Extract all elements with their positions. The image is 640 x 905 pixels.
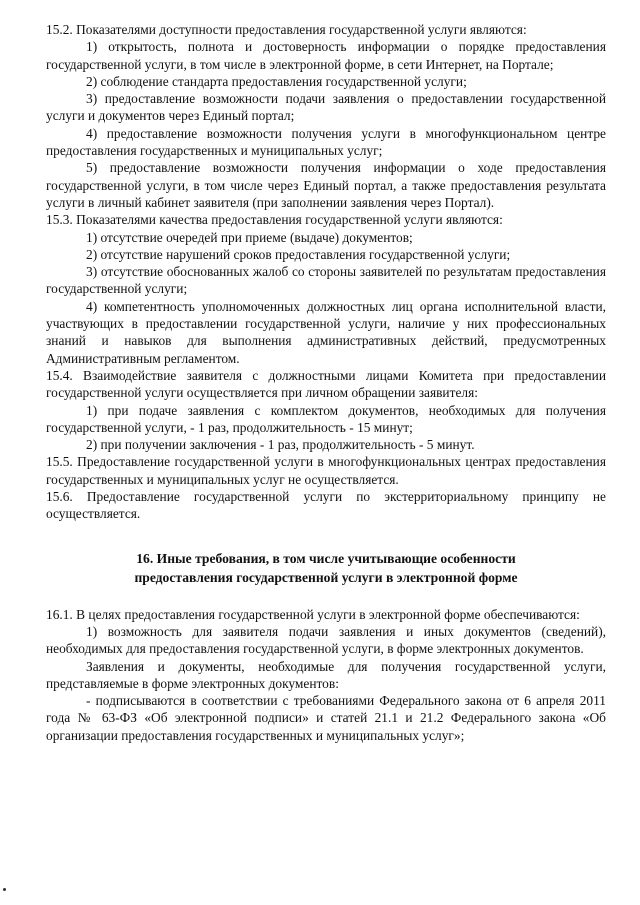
paragraph: 4) компетентность уполномоченных должностных лиц органа исполнительной власти, участвующих в предоставлении государственной услуги, наличие у них профессиональных знаний и навыков для выполнения административных действий, предусмотренных Административным регламентом. xyxy=(46,298,606,366)
paragraph: 4) предоставление возможности получения услуги в многофункциональном центре предоставления государственных и муниципальных услуг; xyxy=(46,125,606,159)
paragraph: 2) соблюдение стандарта предоставления государственной услуги; xyxy=(86,73,467,89)
section-15-text xyxy=(46,21,606,523)
scan-speck xyxy=(3,888,6,891)
paragraph: 1) отсутствие очередей при приеме (выдаче) документов; xyxy=(86,229,413,245)
paragraph: 15.3. Показателями качества предоставления государственной услуги являются: xyxy=(46,212,503,228)
paragraph: 2) при получении заключения - 1 раз, продолжительность - 5 минут. xyxy=(86,437,475,453)
paragraph: 16.1. В целях предоставления государственной услуги в электронной форме обеспечиваются: xyxy=(46,606,580,622)
paragraph: 3) предоставление возможности подачи заявления о предоставлении государственной услуги и документов через Единый портал; xyxy=(46,91,606,124)
paragraph: 3) отсутствие обоснованных жалоб со стороны заявителей по результатам предоставления государственной услуги; xyxy=(46,264,606,297)
paragraph: 15.4. Взаимодействие заявителя с должностными лицами Комитета при предоставлении государственной услуги осуществляется при личном обращении заявителя: xyxy=(46,367,606,401)
heading-line-2: предоставления государственной услуги в электронной форме xyxy=(134,569,518,585)
paragraph: 1) возможность для заявителя подачи заявления и иных документов (сведений), необходимых для предоставления государственной услуги, в форме электронных документов. xyxy=(46,623,606,657)
paragraph: 15.2. Показателями доступности предоставления государственной услуги являются: xyxy=(46,22,527,37)
paragraph: - подписываются в соответствии с требованиями Федерального закона от 6 апреля 2011 года № 63-ФЗ «Об электронной подписи» и статей 21.1 и 21.2 Федерального закона «Об организации предоставления государственных и муниципальных услуг»; xyxy=(46,693,606,743)
paragraph: 15.6. Предоставление государственной услуги по экстерриториальному принципу не осуществляется. xyxy=(46,489,606,522)
heading-line-1: 16. Иные требования, в том числе учитывающие особенности xyxy=(136,550,516,566)
paragraph: 1) открытость, полнота и достоверность информации о порядке предоставления государственной услуги, в том числе в электронной форме, в сети Интернет, на Портале; xyxy=(46,39,606,72)
paragraph: 1) при подаче заявления с комплектом документов, необходимых для получения государственной услуги, - 1 раз, продолжительность - 15 минут; xyxy=(46,402,606,435)
paragraph: 2) отсутствие нарушений сроков предоставления государственной услуги; xyxy=(86,246,511,262)
section-16-text xyxy=(46,606,606,744)
section-16-heading xyxy=(46,549,606,587)
paragraph: Заявления и документы, необходимые для получения государственной услуги, представляемые в форме электронных документов: xyxy=(46,658,606,691)
paragraph: 5) предоставление возможности получения информации о ходе предоставления государственной услуги, в том числе через Единый портал, а также предоставления результата услуги в личный кабинет заявителя (при заполнении заявления через Портал). xyxy=(46,160,606,210)
paragraph: 15.5. Предоставление государственной услуги в многофункциональных центрах предоставления государственных и муниципальных услуг не осуществляется. xyxy=(46,454,606,487)
